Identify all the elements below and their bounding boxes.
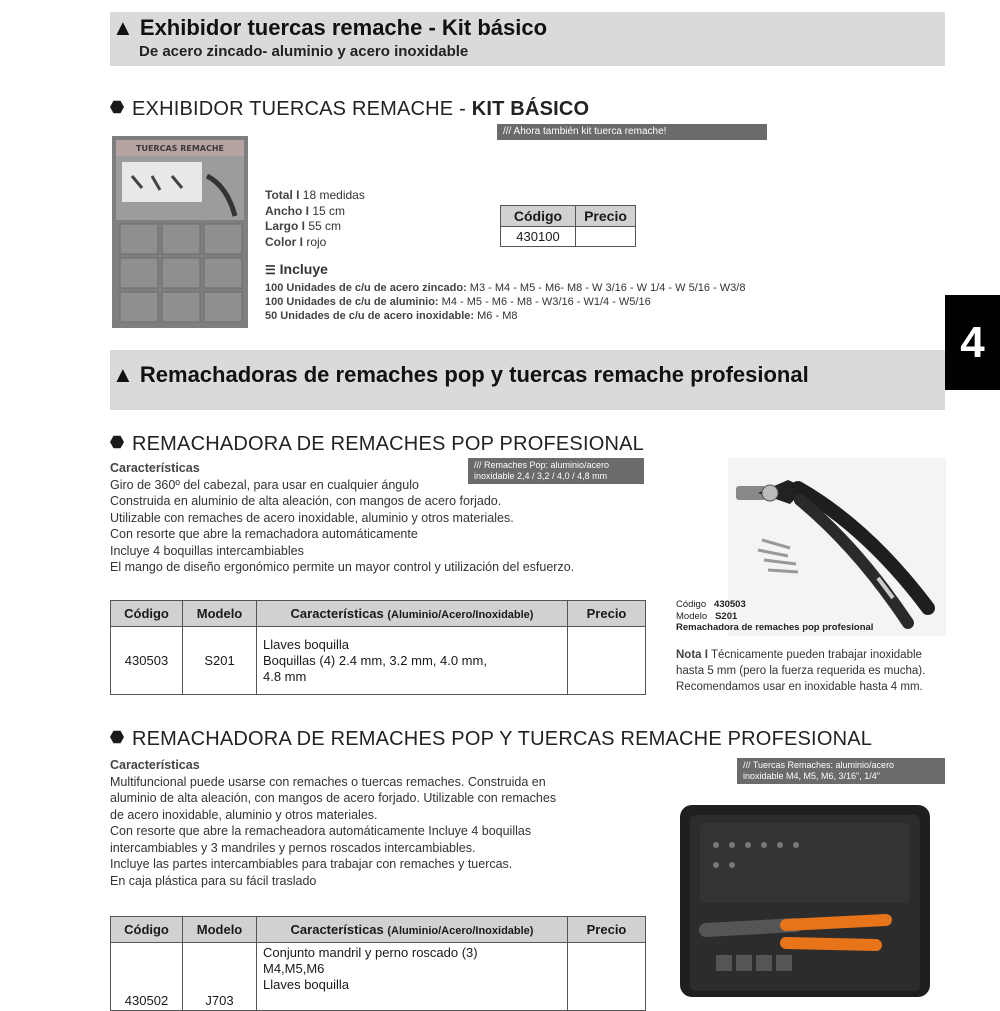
col-precio: Precio [568, 917, 646, 943]
product-heading-pop-tuercas: REMACHADORA DE REMACHES POP Y TUERCAS REMACHE PROFESIONAL [110, 728, 872, 751]
list-icon: ☰ [265, 263, 276, 277]
table-row [111, 943, 646, 1011]
tag-rivet-nuts: /// Tuercas Remaches: aluminio/acero inoxidable M4, M5, M6, 3/16", 1/4" [737, 758, 945, 784]
col-modelo: Modelo [183, 917, 257, 943]
hexagon-bullet-icon [110, 435, 124, 449]
feature-item: intercambiables y 3 mandriles y pernos roscados intercambiables. [110, 840, 476, 855]
feature-item: Utilizable con remaches de acero inoxidable, aluminio y otros materiales. [110, 510, 514, 525]
tag-kit-new: /// Ahora también kit tuerca remache! [497, 124, 767, 140]
pop-tuercas-code: 430502 [111, 943, 183, 1011]
feature-item: El mango de diseño ergonómico permite un mayor control y utilización del esfuerzo. [110, 560, 575, 574]
include-item: 100 Unidades de c/u de acero zincado: M3 - M4 - M5 - M6- M8 - W 3/16 - W 1/4 - W 5/16 - W3/8 [265, 282, 746, 294]
feature-item: Con resorte que abre la remachadora automáticamente [110, 527, 418, 541]
feature-item: Construida en aluminio de alta aleación, con mangos de acero forjado. [110, 494, 502, 508]
feature-item: Incluye las partes intercambiables para trabajar con remaches y tuercas. [110, 857, 513, 871]
riveter-caption: Código 430503 Modelo S201 Remachadora de remaches pop profesional [676, 599, 874, 633]
col-caracteristicas: Características (Aluminio/Acero/Inoxidable) [257, 601, 568, 627]
feature-item: aluminio de alta aleación, con mangos de acero forjado. Utilizable con remaches [110, 791, 557, 805]
hexagon-bullet-icon [110, 100, 124, 114]
feature-item: Con resorte que abre la remacheadora automáticamente Incluye 4 boquillas [110, 824, 532, 838]
pop-tuercas-characteristics: Conjunto mandril y perno roscado (3) M4,M5,M6 Llaves boquilla [257, 943, 568, 1011]
pop-characteristics: Llaves boquilla Boquillas (4) 2.4 mm, 3.2 mm, 4.0 mm, 4.8 mm [257, 627, 568, 695]
spec-row: Color I rojo [265, 234, 327, 249]
col-codigo: Código [111, 601, 183, 627]
section-title: ▲ Remachadoras de remaches pop y tuercas remache profesional [112, 362, 809, 387]
pop-tuercas-features [110, 757, 556, 889]
pop-price [568, 627, 646, 695]
include-item: 50 Unidades de c/u de acero inoxidable: M6 - M8 [265, 310, 518, 322]
feature-item: Giro de 360º del cabezal, para usar en cualquier ángulo [110, 477, 419, 492]
pop-model: S201 [183, 627, 257, 695]
product-heading-pop: REMACHADORA DE REMACHES POP PROFESIONAL [110, 433, 644, 456]
feature-item: Incluye 4 boquillas intercambiables [110, 543, 304, 558]
feature-item: Multifuncional puede usarse con remaches o tuercas remaches. Construida en [110, 774, 546, 789]
hexagon-bullet-icon [110, 730, 124, 744]
kit-price-table [500, 205, 636, 247]
rack-label: TUERCAS REMACHE [136, 144, 224, 153]
includes-list [265, 281, 745, 323]
pop-code: 430503 [111, 627, 183, 695]
pop-tuercas-price [568, 943, 646, 1011]
product-heading-kit: EXHIBIDOR TUERCAS REMACHE - KIT BÁSICO [110, 98, 589, 121]
rivet-nut-kit-case-image [676, 795, 946, 1000]
col-codigo: Código [501, 206, 576, 227]
spec-row: Ancho I 15 cm [265, 203, 346, 218]
col-precio: Precio [568, 601, 646, 627]
pop-table [110, 600, 646, 695]
pop-features [110, 460, 574, 576]
spec-row: Largo I 55 cm [265, 219, 342, 233]
col-caracteristicas: Características (Aluminio/Acero/Inoxidable) [257, 917, 568, 943]
feature-item: de acero inoxidable, aluminio y otros materiales. [110, 807, 378, 822]
section-title: ▲ Exhibidor tuercas remache - Kit básico [112, 15, 548, 40]
pop-tuercas-model: J703 [183, 943, 257, 1011]
includes-title: ☰ Incluye [265, 261, 328, 277]
col-codigo: Código [111, 917, 183, 943]
col-modelo: Modelo [183, 601, 257, 627]
col-precio: Precio [576, 206, 636, 227]
feature-item: En caja plástica para su fácil traslado [110, 873, 317, 888]
kit-price [576, 227, 636, 247]
section-header-remachadoras [110, 350, 945, 410]
chapter-tab: 4 [945, 295, 1000, 390]
section-subtitle: De acero zincado- aluminio y acero inoxidable [139, 43, 469, 60]
table-row [111, 627, 646, 695]
kit-specs [265, 188, 365, 250]
section-header-kit [110, 12, 945, 66]
pop-note: Nota I Técnicamente pueden trabajar inoxidable hasta 5 mm (pero la fuerza requerida es mucha). Recomendamos usar en inoxidable hasta 4 mm. [676, 649, 926, 693]
include-item: 100 Unidades de c/u de aluminio: M4 - M5 - M6 - M8 - W3/16 - W1/4 - W5/16 [265, 296, 651, 308]
tag-pop-rivets: /// Remaches Pop: aluminio/acero inoxidable 2,4 / 3,2 / 4,0 / 4,8 mm [468, 458, 644, 484]
features-title: Características [110, 758, 200, 772]
kit-code: 430100 [501, 227, 576, 247]
features-title: Características [110, 461, 200, 475]
spec-row: Total I 18 medidas [265, 188, 365, 202]
display-rack-image [112, 136, 248, 328]
pop-tuercas-table [110, 916, 646, 1011]
